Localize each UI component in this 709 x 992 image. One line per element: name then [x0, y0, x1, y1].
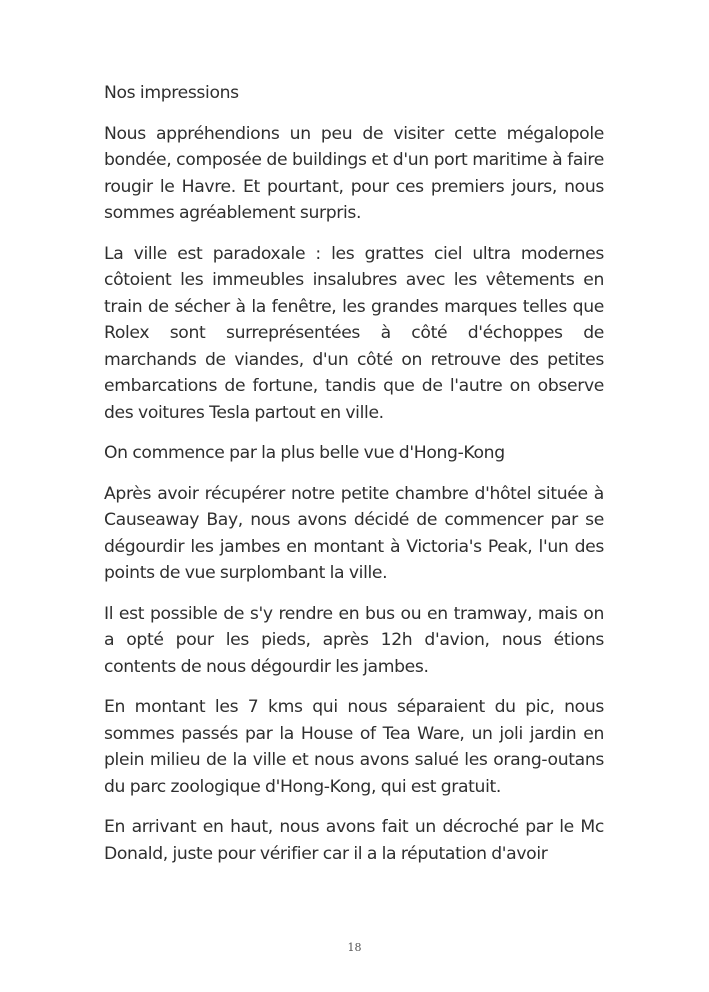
paragraph-paradoxe: La ville est paradoxale : les grattes ciel ultra modernes côtoient les immeubles insalubres avec les vêtements en train de sécher à la fenêtre, les grandes marques telles que Rolex sont surreprésentées à côté d'échoppes de marchands de viandes, d'un côté on retrouve des petites embarcations de fortune, tandis que de l'autre on observe des voitures Tesla partout en ville.: [104, 243, 604, 423]
paragraph-bus-tramway: Il est possible de s'y rendre en bus ou en tramway, mais on a opté pour les pieds, après 12h d'avion, nous étions contents de nous dégourdir les jambes.: [104, 603, 604, 677]
page-number: 18: [347, 941, 362, 954]
paragraph-mc-donald: En arrivant en haut, nous avons fait un décroché par le Mc Donald, juste pour vérifier car il a la réputation d'avoir: [104, 817, 604, 864]
page-body: [104, 80, 604, 881]
section-heading-impressions: Nos impressions: [104, 83, 239, 103]
paragraph-megalopole: Nous appréhendions un peu de visiter cette mégalopole bondée, composée de buildings et d'un port maritime à faire rougir le Havre. Et pourtant, pour ces premiers jours, nous sommes agréablement surpris.: [104, 123, 604, 223]
paragraph-hotel-victoria-peak: Après avoir récupérer notre petite chambre d'hôtel située à Causeaway Bay, nous avons décidé de commencer par se dégourdir les jambes en montant à Victoria's Peak, l'un des points de vue surplombant la ville.: [104, 483, 604, 583]
paragraph-montee-pic: En montant les 7 kms qui nous séparaient du pic, nous sommes passés par la House of Tea Ware, un joli jardin en plein milieu de la ville et nous avons salué les orang-outans du parc zoologique d'Hong-Kong, qui est gratuit.: [104, 697, 604, 797]
section-heading-plus-belle-vue: On commence par la plus belle vue d'Hong-Kong: [104, 443, 505, 463]
